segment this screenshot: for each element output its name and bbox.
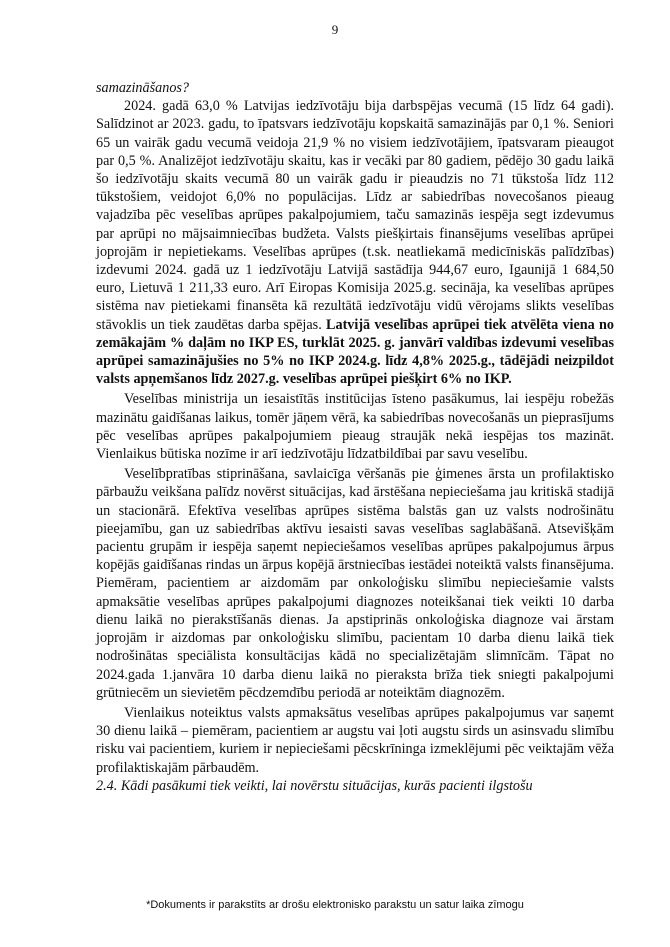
document-body (96, 79, 614, 795)
paragraph-30-day-services: Vienlaikus noteiktus valsts apmaksātus veselības aprūpes pakalpojumus var saņemt 30 dienu laikā – piemēram, pacientiem ar augstu vai ļoti augstu sirds un asinsvadu slimību risku vai pacientiem, kuriem ir nepieciešami pēcskrīninga izmeklējumi pēc veiktajām vēža profilaktiskajām pārbaudēm. (96, 704, 614, 776)
paragraph-demographics-bold: Latvijā veselības aprūpei tiek atvēlēta viena no zemākajām % daļām no IKP ES, turklāt 2025. g. janvārī valdības izdevumi veselības aprūpei samazinājušies no 5% no IKP 2024.g. līdz 4,8% 2025.g., tādējādi neizpildot valsts apņemšanos līdz 2027.g. veselības aprūpei piešķirt 6% no IKP. (96, 316, 614, 388)
paragraph-ministry-measures: Veselības ministrija un iesaistītās institūcijas īsteno pasākumus, lai iespēju robežās mazinātu gaidīšanas laikus, tomēr jāņem vērā, ka sabiedrības novecošanās un pieprasījums pēc veselības aprūpes pakalpojumiem pieaug straujāk nekā iespējas tos mazināt. Vienlaikus būtiska nozīme ir arī iedzīvotāju līdzatbildībai par savu veselību. (96, 391, 614, 463)
continued-question-line: samazināšanos? (96, 80, 190, 96)
paragraph-demographics (96, 97, 614, 388)
paragraph-demographics-text: 2024. gadā 63,0 % Latvijas iedzīvotāju bija darbspējas vecumā (15 līdz 64 gadi). Salīdzinot ar 2023. gadu, to īpatsvars iedzīvotāju kopskaitā samazinājās par 0,1 %. Seniori 65 un vairāk gadu vecumā veidoja 21,9 % no visiem iedzīvotājiem, īpatsvaram pieaugot par 0,5 %. Analizējot iedzīvotāju skaitu, kas ir vecāki par 80 gadiem, pēdējo 30 gadu laikā šo iedzīvotāju skaits vecumā 80 un vairāk gadu ir pieaudzis no 71 tūkstoša līdz 112 tūkstošiem, veidojot 6,0% no populācijas. Līdz ar sabiedrības novecošanos pieaug vajadzība pēc veselības aprūpes pakalpojumiem, taču samazinās iespēja segt izdevumus par aprūpi no mājsaimniecības budžeta. Valsts piešķirtais finansējums veselības aprūpei joprojām ir nepietiekams. Veselības aprūpes (t.sk. neatliekamā medicīniskās palīdzības) izdevumi 2024. gadā uz 1 iedzīvotāju Latvijā sastādīja 944,67 euro, Igaunijā 1 684,50 euro, Lietuvā 1 211,33 euro. Arī Eiropas Komisija 2025.g. secināja, ka veselības aprūpes sistēma nav pietiekami finansēta kā rezultātā iedzīvotāju vidū vērojams slikts veselības stāvoklis un tiek zaudētas darba spējas. (96, 98, 614, 333)
section-heading-2-4: 2.4. Kādi pasākumi tiek veikti, lai novērstu situācijas, kurās pacienti ilgstošu (96, 777, 533, 794)
page-number: 9 (331, 22, 339, 37)
paragraph-health-literacy: Veselībpratības stiprināšana, savlaicīga vēršanās pie ģimenes ārsta un profilaktisko pārbaužu veikšana palīdz novērst situācijas, kad ārstēšana nepieciešama jau kritiskā stadijā un stacionārā. Efektīva veselības aprūpes sistēma balstās gan uz valsts nodrošinātu pieejamību, gan uz sabiedrības aktīvu iesaisti savas veselības saglabāšanā. Atsevišķām pacientu grupām ir iespēja saņemt nepieciešamos veselības aprūpes pakalpojumus ārpus kopējās gaidīšanas rindas un ārpus kopējā ārstniecības iestādei noteiktā valsts finansējuma. Piemēram, pacientiem ar aizdomām par onkoloģisku slimību nepieciešamie valsts apmaksātie veselības aprūpes pakalpojumi diagnozes noteikšanai tiek veikti 10 darba dienu laikā no pierakstīšanās dienas. Ja apstiprinās onkoloģiska diagnoze vai ārstam joprojām ir aizdomas par onkoloģisku slimību, pacientam 10 darba dienu laikā tiek nodrošinātas speciālista konsultācijas kādā no specializētajām slimnīcām. Tāpat no 2024.gada 1.janvāra 10 darba dienu laikā no pieraksta brīža tiek sniegti pakalpojumi grūtniecēm un sievietēm pēcdzemdību periodā ar noteiktām diagnozēm. (96, 466, 614, 701)
signature-footnote: *Dokuments ir parakstīts ar drošu elektronisko parakstu un satur laika zīmogu (146, 899, 524, 911)
